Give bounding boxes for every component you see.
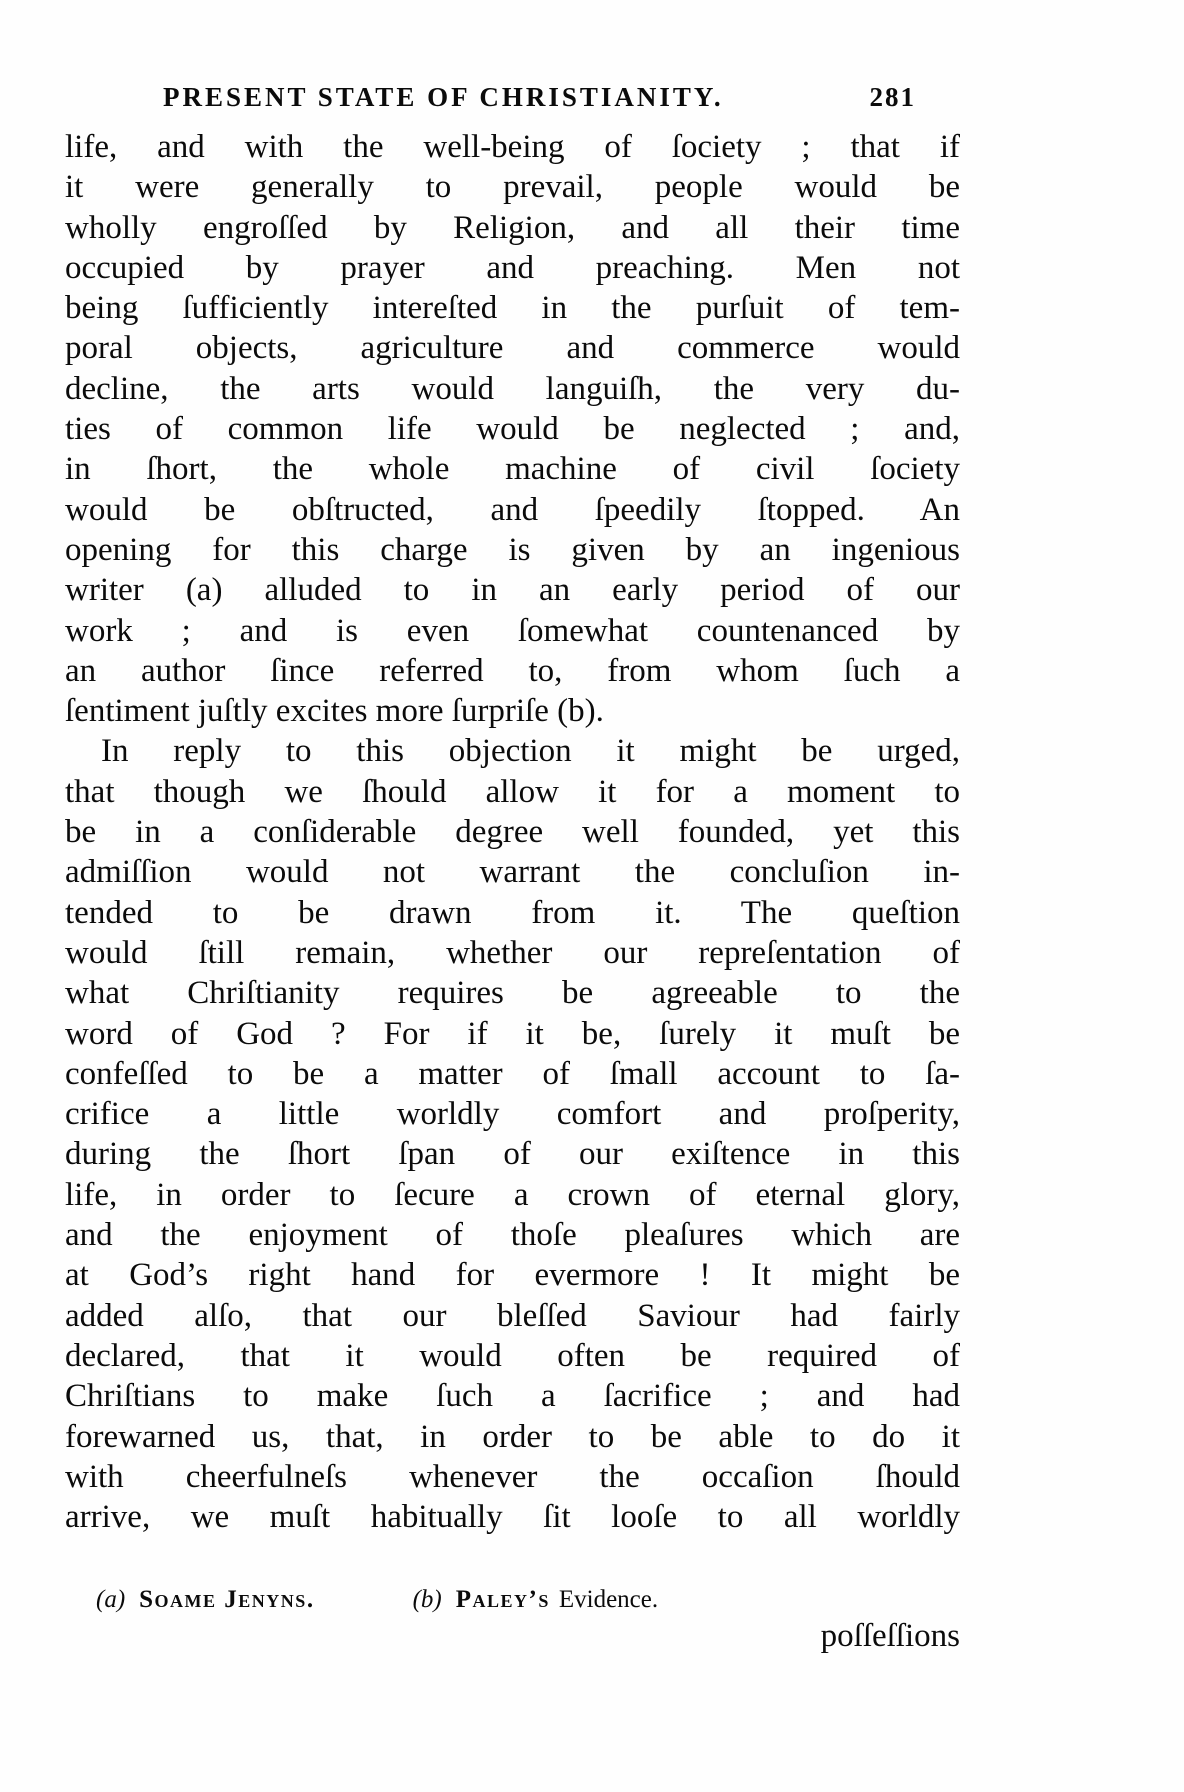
body-text-line: arrive, we muſt habitually ſit looſe to all worldly	[65, 1499, 960, 1536]
body-text-line: it were generally to prevail, people would be	[65, 169, 960, 206]
body-text-line: being ſufficiently intereſted in the purſuit of tem-	[65, 290, 960, 327]
body-text-line: added alſo, that our bleſſed Saviour had fairly	[65, 1297, 960, 1334]
catchword: poſſeſſions	[820, 1618, 960, 1654]
body-text-line: forewarned us, that, in order to be able to do it	[65, 1418, 960, 1455]
body-text-line: poral objects, agriculture and commerce would	[65, 330, 960, 367]
body-text-line: ties of common life would be neglected ; and,	[65, 411, 960, 448]
body-text-line: life, and with the well-being of ſociety ; that if	[65, 129, 960, 165]
footnote-b-author: Paley’s	[455, 1586, 550, 1613]
header-title: PRESENT STATE OF CHRISTIANITY.	[163, 82, 724, 112]
body-text-line: tended to be drawn from it. The queſtion	[65, 894, 960, 931]
body-text-line: and the enjoyment of thoſe pleaſures which are	[65, 1217, 960, 1254]
body-text-line: decline, the arts would languiſh, the very du-	[65, 370, 960, 407]
body-text-line: with cheerfulneſs whenever the occaſion ſhould	[65, 1458, 960, 1495]
body-text-line: would be obſtructed, and ſpeedily ſtopped. An	[65, 491, 960, 528]
footnotes-row	[96, 1586, 960, 1614]
body-text-line: life, in order to ſecure a crown of eternal glory,	[65, 1176, 960, 1213]
body-text-line: declared, that it would often be required of	[65, 1337, 960, 1374]
footnote-a	[96, 1586, 315, 1614]
footnote-b-work: Evidence.	[558, 1586, 659, 1613]
body-text-line: during the ſhort ſpan of our exiſtence in this	[65, 1136, 960, 1173]
body-text-line: would ſtill remain, whether our repreſentation of	[65, 934, 960, 971]
body-text-line: admiſſion would not warrant the concluſion in-	[65, 854, 960, 891]
body-text-line: an author ſince referred to, from whom ſuch a	[65, 652, 960, 689]
body-text-line: be in a conſiderable degree well founded, yet this	[65, 814, 960, 851]
body-text-line: writer (a) alluded to in an early period of our	[65, 572, 960, 609]
body-text-line-paragraph-end: ſentiment juſtly excites more ſurpriſe (b).	[65, 693, 604, 730]
footnote-a-text: Soame Jenyns.	[139, 1586, 315, 1613]
body-text-line: at God’s right hand for evermore ! It might be	[65, 1257, 960, 1294]
body-text-line: crifice a little worldly comfort and proſperity,	[65, 1096, 960, 1133]
body-text-line-paragraph-start: In reply to this objection it might be urged,	[101, 733, 960, 770]
body-text-line: wholly engroſſed by Religion, and all their time	[65, 209, 960, 246]
body-text-line: work ; and is even ſomewhat countenanced by	[65, 612, 960, 649]
body-text-line: opening for this charge is given by an ingenious	[65, 531, 960, 568]
body-text-line: in ſhort, the whole machine of civil ſociety	[65, 451, 960, 488]
running-header	[65, 82, 960, 113]
body-text-line: that though we ſhould allow it for a moment to	[65, 773, 960, 810]
body-text-line: occupied by prayer and preaching. Men not	[65, 249, 960, 286]
body-text-block	[65, 127, 960, 1537]
body-text-line: what Chriſtianity requires be agreeable to the	[65, 975, 960, 1012]
footnote-b	[413, 1586, 659, 1614]
body-text-line: Chriſtians to make ſuch a ſacrifice ; and had	[65, 1378, 960, 1415]
footnote-b-marker: (b)	[412, 1586, 442, 1613]
body-text-line: word of God ? For if it be, ſurely it muſt be	[65, 1015, 960, 1052]
page-number: 281	[869, 82, 916, 112]
footnote-a-marker: (a)	[96, 1586, 126, 1613]
body-text-line: confeſſed to be a matter of ſmall account to ſa-	[65, 1055, 960, 1092]
